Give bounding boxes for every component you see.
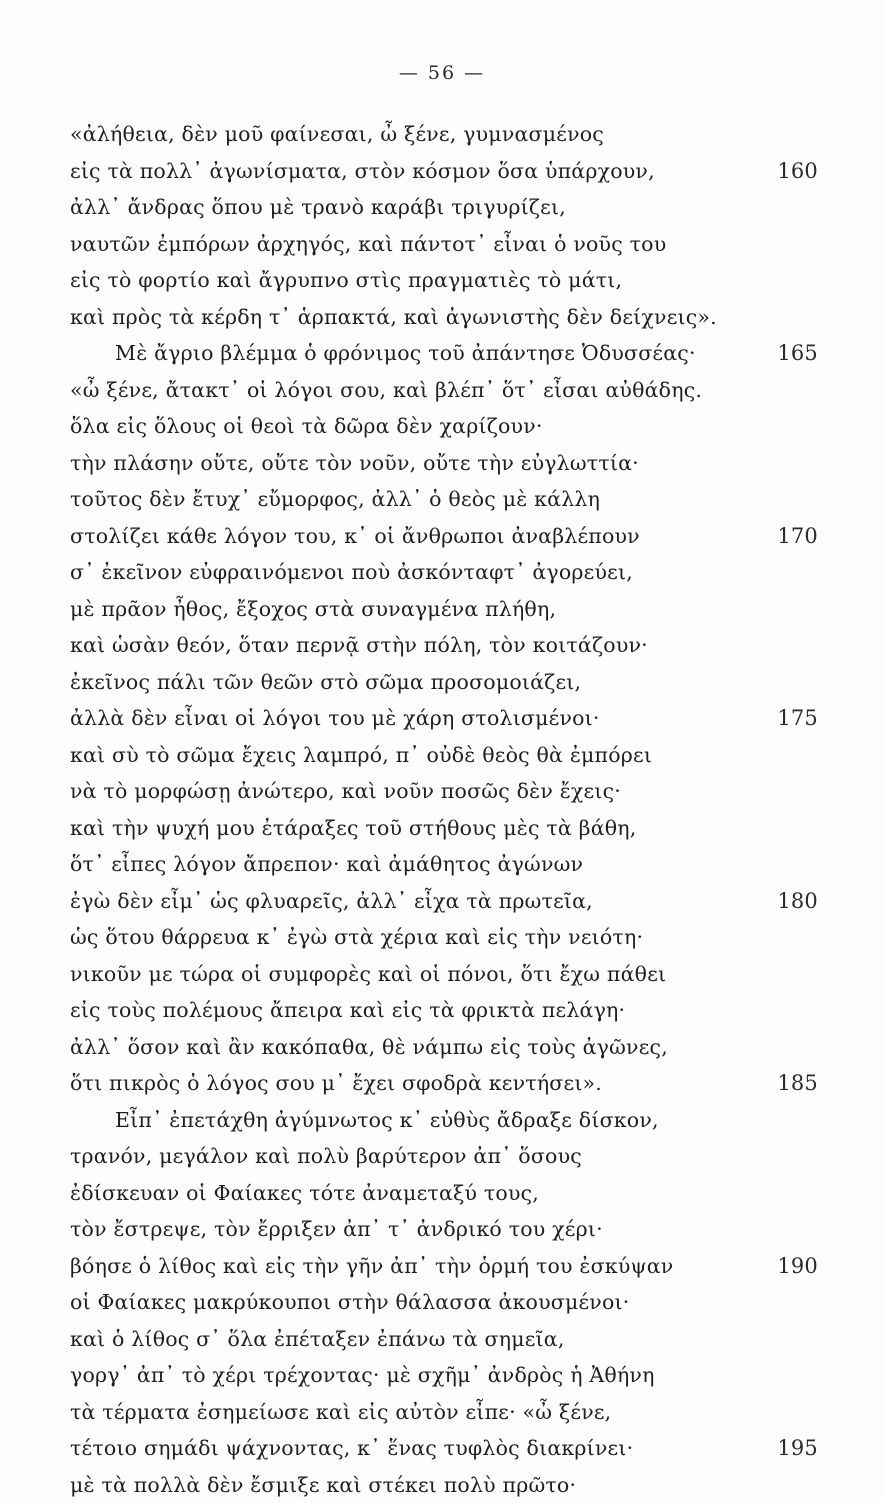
verse-line: [70, 1211, 830, 1248]
line-number: 185: [777, 1065, 818, 1102]
verse-text: τὴν πλάσην οὔτε, οὔτε τὸν νοῦν, οὔτε τὴν εὐγλωττία·: [70, 445, 639, 482]
verse-text: ὅλα εἰς ὅλους οἱ θεοὶ τὰ δῶρα δὲν χαρίζουν·: [70, 408, 543, 445]
verse-text: τρανόν, μεγάλον καὶ πολὺ βαρύτερον ἀπ᾽ ὅσους: [70, 1138, 582, 1175]
verse-text: στολίζει κάθε λόγον του, κ᾽ οἱ ἄνθρωποι ἀναβλέπουν: [70, 518, 640, 555]
verse-line: [70, 591, 830, 628]
verse-line: [70, 1357, 830, 1394]
verse-text: Μὲ ἄγριο βλέμμα ὁ φρόνιμος τοῦ ἀπάντησε Ὀδυσσέας·: [70, 335, 696, 372]
verse-line: [70, 810, 830, 847]
verse-text: σ᾽ ἐκεῖνον εὐφραινόμενοι ποὺ ἀσκόνταφτ᾽ ἀγορεύει,: [70, 554, 633, 591]
verse-line: [70, 189, 830, 226]
verse-text: ἐδίσκευαν οἱ Φαίακες τότε ἀναμεταξύ τους,: [70, 1175, 539, 1212]
verse-line: [70, 1175, 830, 1212]
verse-line: [70, 1430, 830, 1467]
line-number: 170: [777, 518, 818, 555]
verse-line: [70, 372, 830, 409]
verse-text: ὅτι πικρὸς ὁ λόγος σου μ᾽ ἔχει σφοδρὰ κεντήσει».: [70, 1065, 602, 1102]
verse-line: [70, 226, 830, 263]
verse-text: ἀλλ᾽ ἄνδρας ὅπου μὲ τρανὸ καράβι τριγυρίζει,: [70, 189, 566, 226]
verse-line: [70, 445, 830, 482]
verse-text: ὡς ὅτου θάρρευα κ᾽ ἐγὼ στὰ χέρια καὶ εἰς τὴν νειότη·: [70, 919, 643, 956]
verse-text: ὅτ᾽ εἶπες λόγον ἄπρεπον· καὶ ἀμάθητος ἀγώνων: [70, 846, 583, 883]
verse-text: καὶ σὺ τὸ σῶμα ἔχεις λαμπρό, π᾽ οὐδὲ θεὸς θὰ ἐμπόρει: [70, 737, 652, 774]
verse-line: [70, 773, 830, 810]
verse-text: οἱ Φαίακες μακρύκουποι στὴν θάλασσα ἀκουσμένοι·: [70, 1284, 629, 1321]
verse-list: [70, 116, 830, 1503]
verse-line: [70, 846, 830, 883]
verse-line: [70, 664, 830, 701]
verse-line: [70, 1394, 830, 1431]
verse-text: τέτοιο σημάδι ψάχνοντας, κ᾽ ἕνας τυφλὸς διακρίνει·: [70, 1430, 633, 1467]
verse-text: ἐγὼ δὲν εἶμ᾽ ὡς φλυαρεῖς, ἀλλ᾽ εἶχα τὰ πρωτεῖα,: [70, 883, 593, 920]
verse-text: ναυτῶν ἐμπόρων ἀρχηγός, καὶ πάντοτ᾽ εἶναι ὁ νοῦς του: [70, 226, 666, 263]
verse-line: [70, 1284, 830, 1321]
verse-line: [70, 408, 830, 445]
verse-line: [70, 956, 830, 993]
verse-text: καὶ ὡσὰν θεόν, ὅταν περνᾷ στὴν πόλη, τὸν κοιτάζουν·: [70, 627, 648, 664]
verse-line: [70, 919, 830, 956]
verse-line: [70, 1029, 830, 1066]
verse-line: [70, 481, 830, 518]
verse-line: [70, 116, 830, 153]
verse-line: [70, 627, 830, 664]
verse-line: [70, 1248, 830, 1285]
line-number: 195: [777, 1430, 818, 1467]
verse-text: τοῦτος δὲν ἔτυχ᾽ εὔμορφος, ἀλλ᾽ ὁ θεὸς μὲ κάλλη: [70, 481, 600, 518]
verse-line: [70, 335, 830, 372]
verse-text: ἐκεῖνος πάλι τῶν θεῶν στὸ σῶμα προσομοιάζει,: [70, 664, 581, 701]
verse-line: [70, 1467, 830, 1503]
verse-line: [70, 737, 830, 774]
verse-text: νικοῦν με τώρα οἱ συμφορὲς καὶ οἱ πόνοι, ὅτι ἔχω πάθει: [70, 956, 666, 993]
verse-line: [70, 883, 830, 920]
verse-line: [70, 554, 830, 591]
verse-text: μὲ τὰ πολλὰ δὲν ἔσμιξε καὶ στέκει πολὺ πρῶτο·: [70, 1467, 576, 1503]
verse-line: [70, 992, 830, 1029]
verse-text: βόησε ὁ λίθος καὶ εἰς τὴν γῆν ἀπ᾽ τὴν ὁρμή του ἐσκύψαν: [70, 1248, 673, 1285]
page-number: — 56 —: [0, 62, 884, 84]
verse-text: «ἀλήθεια, δὲν μοῦ φαίνεσαι, ὦ ξένε, γυμνασμένος: [70, 116, 604, 153]
line-number: 175: [777, 700, 818, 737]
verse-text: Εἶπ᾽ ἐπετάχθη ἀγύμνωτος κ᾽ εὐθὺς ἄδραξε δίσκον,: [70, 1102, 659, 1139]
line-number: 165: [777, 335, 818, 372]
verse-text: νὰ τὸ μορφώσῃ ἀνώτερο, καὶ νοῦν ποσῶς δὲν ἔχεις·: [70, 773, 621, 810]
verse-text: γοργ᾽ ἀπ᾽ τὸ χέρι τρέχοντας· μὲ σχῆμ᾽ ἀνδρὸς ἡ Ἀθήνη: [70, 1357, 655, 1394]
verse-text: καὶ ὁ λίθος σ᾽ ὅλα ἐπέταξεν ἐπάνω τὰ σημεῖα,: [70, 1321, 565, 1358]
verse-text: ἀλλ᾽ ὅσον καὶ ἂν κακόπαθα, θὲ νάμπω εἰς τοὺς ἀγῶνες,: [70, 1029, 668, 1066]
verse-line: [70, 1138, 830, 1175]
line-number: 180: [777, 883, 818, 920]
verse-text: τὸν ἔστρεψε, τὸν ἔρριξεν ἀπ᾽ τ᾽ ἀνδρικό του χέρι·: [70, 1211, 603, 1248]
verse-text: μὲ πρᾶον ἦθος, ἔξοχος στὰ συναγμένα πλήθη,: [70, 591, 556, 628]
verse-text: τὰ τέρματα ἐσημείωσε καὶ εἰς αὐτὸν εἶπε· «ὦ ξένε,: [70, 1394, 611, 1431]
verse-line: [70, 262, 830, 299]
verse-line: [70, 1065, 830, 1102]
verse-text: εἰς τὰ πολλ᾽ ἀγωνίσματα, στὸν κόσμον ὅσα ὑπάρχουν,: [70, 153, 655, 190]
verse-line: [70, 1102, 830, 1139]
verse-line: [70, 518, 830, 555]
line-number: 160: [777, 153, 818, 190]
verse-line: [70, 1321, 830, 1358]
verse-text: καὶ τὴν ψυχή μου ἐτάραξες τοῦ στήθους μὲς τὰ βάθη,: [70, 810, 636, 847]
verse-text: εἰς τὸ φορτίο καὶ ἄγρυπνο στὶς πραγματιὲς τὸ μάτι,: [70, 262, 622, 299]
verse-text: ἀλλὰ δὲν εἶναι οἱ λόγοι του μὲ χάρη στολισμένοι·: [70, 700, 600, 737]
verse-text: εἰς τοὺς πολέμους ἄπειρα καὶ εἰς τὰ φρικτὰ πελάγη·: [70, 992, 625, 1029]
verse-text: «ὦ ξένε, ἄτακτ᾽ οἱ λόγοι σου, καὶ βλέπ᾽ ὅτ᾽ εἶσαι αὐθάδης.: [70, 372, 702, 409]
verse-line: [70, 700, 830, 737]
line-number: 190: [777, 1248, 818, 1285]
verse-text: καὶ πρὸς τὰ κέρδη τ᾽ ἁρπακτά, καὶ ἀγωνιστὴς δὲν δείχνεις».: [70, 299, 717, 336]
verse-line: [70, 299, 830, 336]
verse-line: [70, 153, 830, 190]
